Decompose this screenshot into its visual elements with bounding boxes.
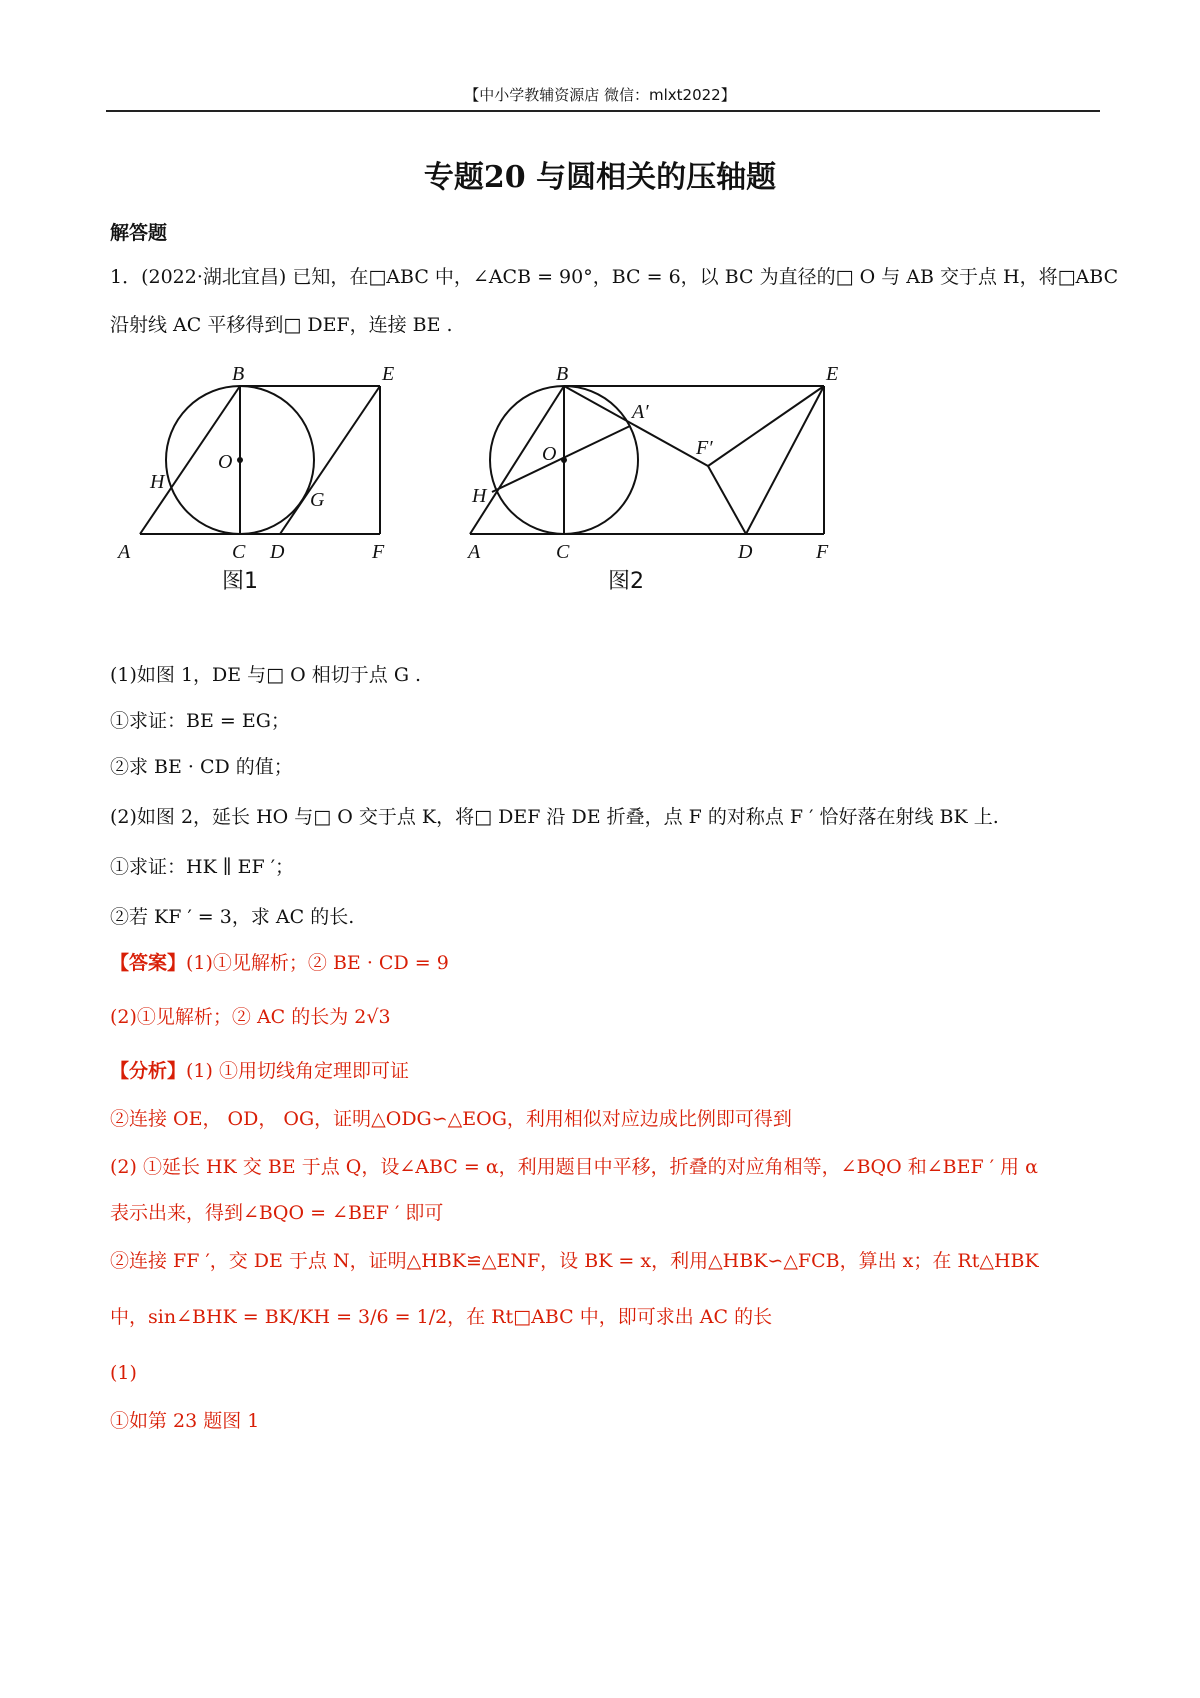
label-f: F bbox=[816, 541, 829, 563]
label-f: F bbox=[372, 541, 385, 563]
analysis-line-2: ②连接 OE， OD， OG，证明△ODG∽△EOG，利用相似对应边成比例即可得到 bbox=[110, 1108, 792, 1130]
figure-1 bbox=[110, 360, 430, 600]
problem-line-2: 沿射线 AC 平移得到□ DEF，连接 BE . bbox=[110, 314, 453, 336]
center-point bbox=[561, 457, 567, 463]
label-h: H bbox=[150, 471, 165, 493]
label-b: B bbox=[556, 363, 569, 385]
label-a-prime: A′ bbox=[632, 401, 649, 423]
problem-line-1: 1．(2022·湖北宜昌) 已知，在□ABC 中，∠ACB = 90°，BC = 6，以 BC 为直径的□ O 与 AB 交于点 H，将□ABC bbox=[110, 266, 1119, 288]
center-point bbox=[237, 457, 243, 463]
segment-de bbox=[280, 386, 380, 534]
label-f-prime: F′ bbox=[696, 437, 713, 459]
page-title: 专题20 与圆相关的压轴题 bbox=[423, 160, 777, 195]
figure-2 bbox=[470, 360, 850, 600]
label-o: O bbox=[218, 451, 233, 473]
figure-1-caption: 图1 bbox=[222, 569, 258, 594]
segment-bf1 bbox=[564, 386, 708, 466]
analysis-text-1: (1) ①用切线角定理即可证 bbox=[186, 1060, 409, 1082]
segment-df1 bbox=[708, 466, 746, 534]
label-h: H bbox=[472, 485, 487, 507]
answer-line-2: (2)①见解析；② AC 的长为 2√3 bbox=[110, 1006, 391, 1028]
section-heading: 解答题 bbox=[110, 222, 168, 244]
question-1: (1)如图 1，DE 与□ O 相切于点 G . bbox=[110, 664, 422, 686]
label-c: C bbox=[232, 541, 246, 563]
label-c: C bbox=[556, 541, 570, 563]
question-1a: ①求证：BE = EG； bbox=[110, 710, 290, 732]
label-d: D bbox=[270, 541, 285, 563]
label-o: O bbox=[542, 443, 557, 465]
analysis-line-1 bbox=[110, 1060, 409, 1083]
question-2b: ②若 KF ′ = 3，求 AC 的长. bbox=[110, 906, 355, 928]
label-a: A bbox=[468, 541, 481, 563]
answer-line-1 bbox=[110, 952, 449, 975]
page-header: 【中小学教辅资源店 微信：mlxt2022】 bbox=[464, 86, 736, 104]
analysis-line-6: 中，sin∠BHK = BK/KH = 3/6 = 1/2，在 Rt□ABC 中，即可求出 AC 的长 bbox=[110, 1306, 773, 1328]
analysis-label: 【分析】 bbox=[110, 1060, 187, 1082]
label-e: E bbox=[826, 363, 839, 385]
label-b: B bbox=[232, 363, 245, 385]
analysis-line-4: 表示出来，得到∠BQO = ∠BEF ′ 即可 bbox=[110, 1202, 444, 1224]
analysis-line-5: ②连接 FF ′，交 DE 于点 N，证明△HBK≌△ENF，设 BK = x，利用△HBK∽△FCB，算出 x；在 Rt△HBK bbox=[110, 1250, 1039, 1272]
label-a: A bbox=[118, 541, 131, 563]
segment-ef1 bbox=[708, 386, 824, 466]
answer-label: 【答案】 bbox=[110, 952, 187, 974]
question-2: (2)如图 2，延长 HO 与□ O 交于点 K，将□ DEF 沿 DE 折叠，点 F 的对称点 F ′ 恰好落在射线 BK 上. bbox=[110, 806, 999, 828]
label-g: G bbox=[310, 489, 325, 511]
question-2a: ①求证：HK ∥ EF ′； bbox=[110, 856, 295, 878]
label-d: D bbox=[738, 541, 753, 563]
segment-hk bbox=[492, 426, 630, 492]
answer-text-1: (1)①见解析；② BE · CD = 9 bbox=[186, 952, 449, 974]
analysis-line-3: (2) ①延长 HK 交 BE 于点 Q，设∠ABC = α，利用题目中平移，折叠的对应角相等，∠BQO 和∠BEF ′ 用 α bbox=[110, 1156, 1038, 1178]
header-rule bbox=[106, 110, 1100, 112]
solution-line-1: (1) bbox=[110, 1362, 137, 1384]
solution-line-2: ①如第 23 题图 1 bbox=[110, 1410, 260, 1432]
segment-de bbox=[746, 386, 824, 534]
question-1b: ②求 BE · CD 的值； bbox=[110, 756, 293, 778]
figure-2-caption: 图2 bbox=[608, 569, 644, 594]
label-e: E bbox=[382, 363, 395, 385]
